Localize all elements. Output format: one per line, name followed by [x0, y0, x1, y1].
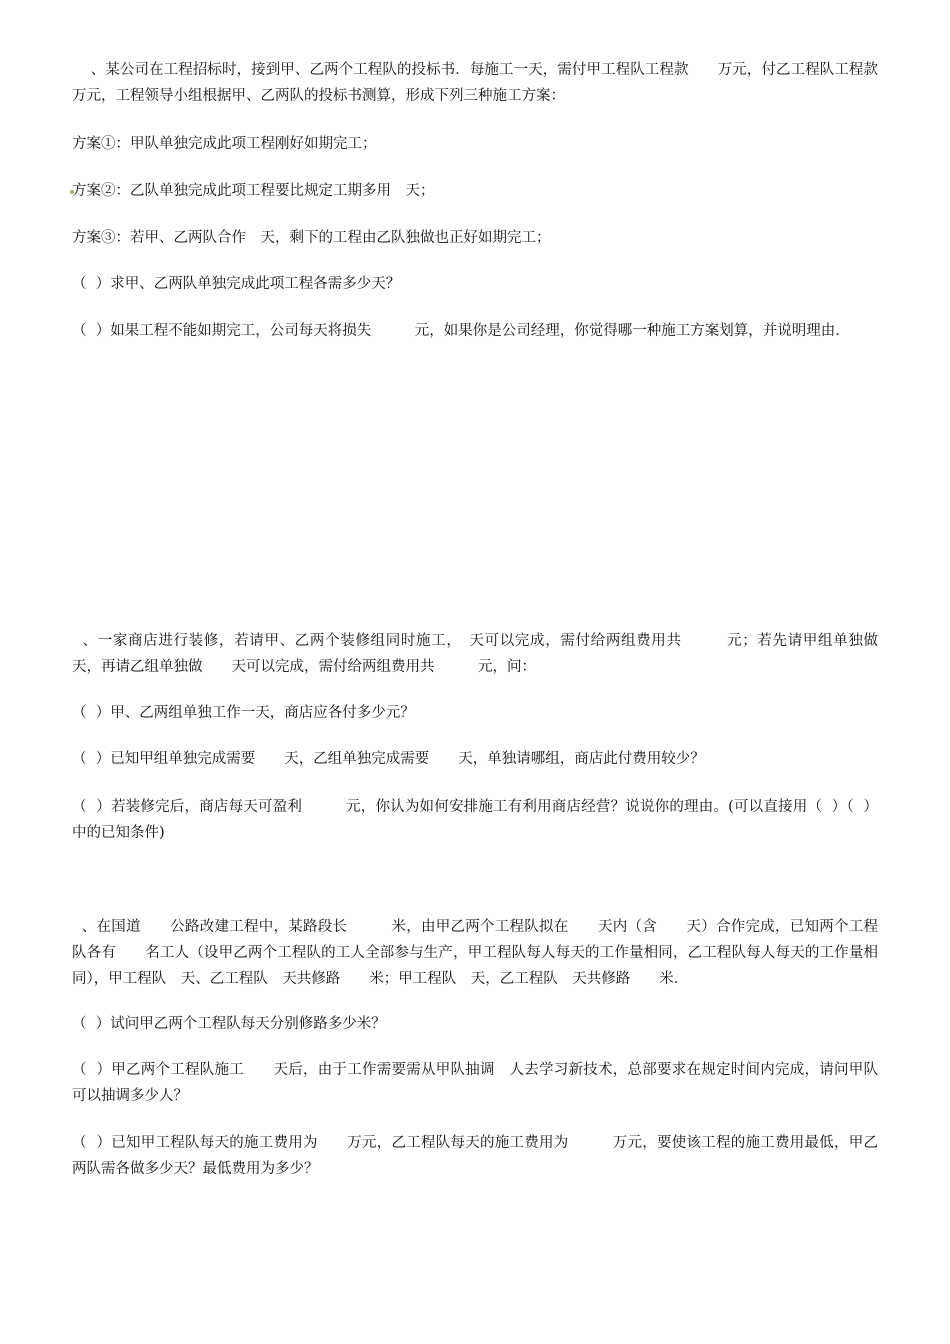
problem-3-question-1: （ ）试问甲乙两个工程队每天分别修路多少米？	[72, 1016, 386, 1032]
problem-3-question-2: （ ）甲乙两个工程队施工 天后，由于工作需要需从甲队抽调 人去学习新技术，总部要求在规定时间内完成，请问甲队可以抽调多少人？	[72, 1062, 878, 1104]
problem-3-question-3: （ ）已知甲工程队每天的施工费用为 万元，乙工程队每天的施工费用为 万元，要使该工程的施工费用最低，甲乙两队需各做多少天？最低费用为多少？	[72, 1135, 878, 1177]
problem-1-intro: 、某公司在工程招标时，接到甲、乙两个工程队的投标书．每施工一天，需付甲工程队工程款 万元，付乙工程队工程款 万元，工程领导小组根据甲、乙两队的投标书测算，形成下列三种施工方案：	[72, 62, 908, 104]
problem-2-question-2: （ ）已知甲组单独完成需要 天，乙组单独完成需要 天，单独请哪组，商店此付费用较少？	[72, 751, 705, 767]
problem-3-intro: 、在国道 公路改建工程中，某路段长 米，由甲乙两个工程队拟在 天内（含 天）合作完成，已知两个工程队各有 名工人（设甲乙两个工程队的工人全部参与生产，甲工程队每人每天的工作量相同，乙工程队每人每天的工作量相同），甲工程队 天、乙工程队 天共修路 米；甲工程队 天，乙工程队 天共修路 米．	[72, 919, 879, 987]
problem-1-question-1: （ ）求甲、乙两队单独完成此项工程各需多少天？	[72, 276, 401, 292]
problem-2-question-3: （ ）若装修完后，商店每天可盈利 元，你认为如何安排施工有利用商店经营？说说你的理由。(可以直接用（ ）（ ）中的已知条件)	[72, 799, 878, 841]
problem-1-question-2: （ ）如果工程不能如期完工，公司每天将损失 元，如果你是公司经理，你觉得哪一种施工方案划算，并说明理由．	[72, 323, 850, 339]
problem-1-plan-2: 方案②：乙队单独完成此项工程要比规定工期多用 天；	[72, 183, 435, 199]
problem-2-question-1: （ ）甲、乙两组单独工作一天，商店应各付多少元？	[72, 705, 415, 721]
problem-2-intro: 、一家商店进行装修，若请甲、乙两个装修组同时施工， 天可以完成，需付给两组费用共 元；若先请甲组单独做 天，再请乙组单独做 天可以完成，需付给两组费用共 元，问：	[72, 633, 893, 675]
problem-1-plan-1: 方案①：甲队单独完成此项工程刚好如期完工；	[72, 136, 377, 152]
problem-1-plan-3: 方案③：若甲、乙两队合作 天，剩下的工程由乙队独做也正好如期完工；	[72, 230, 551, 246]
